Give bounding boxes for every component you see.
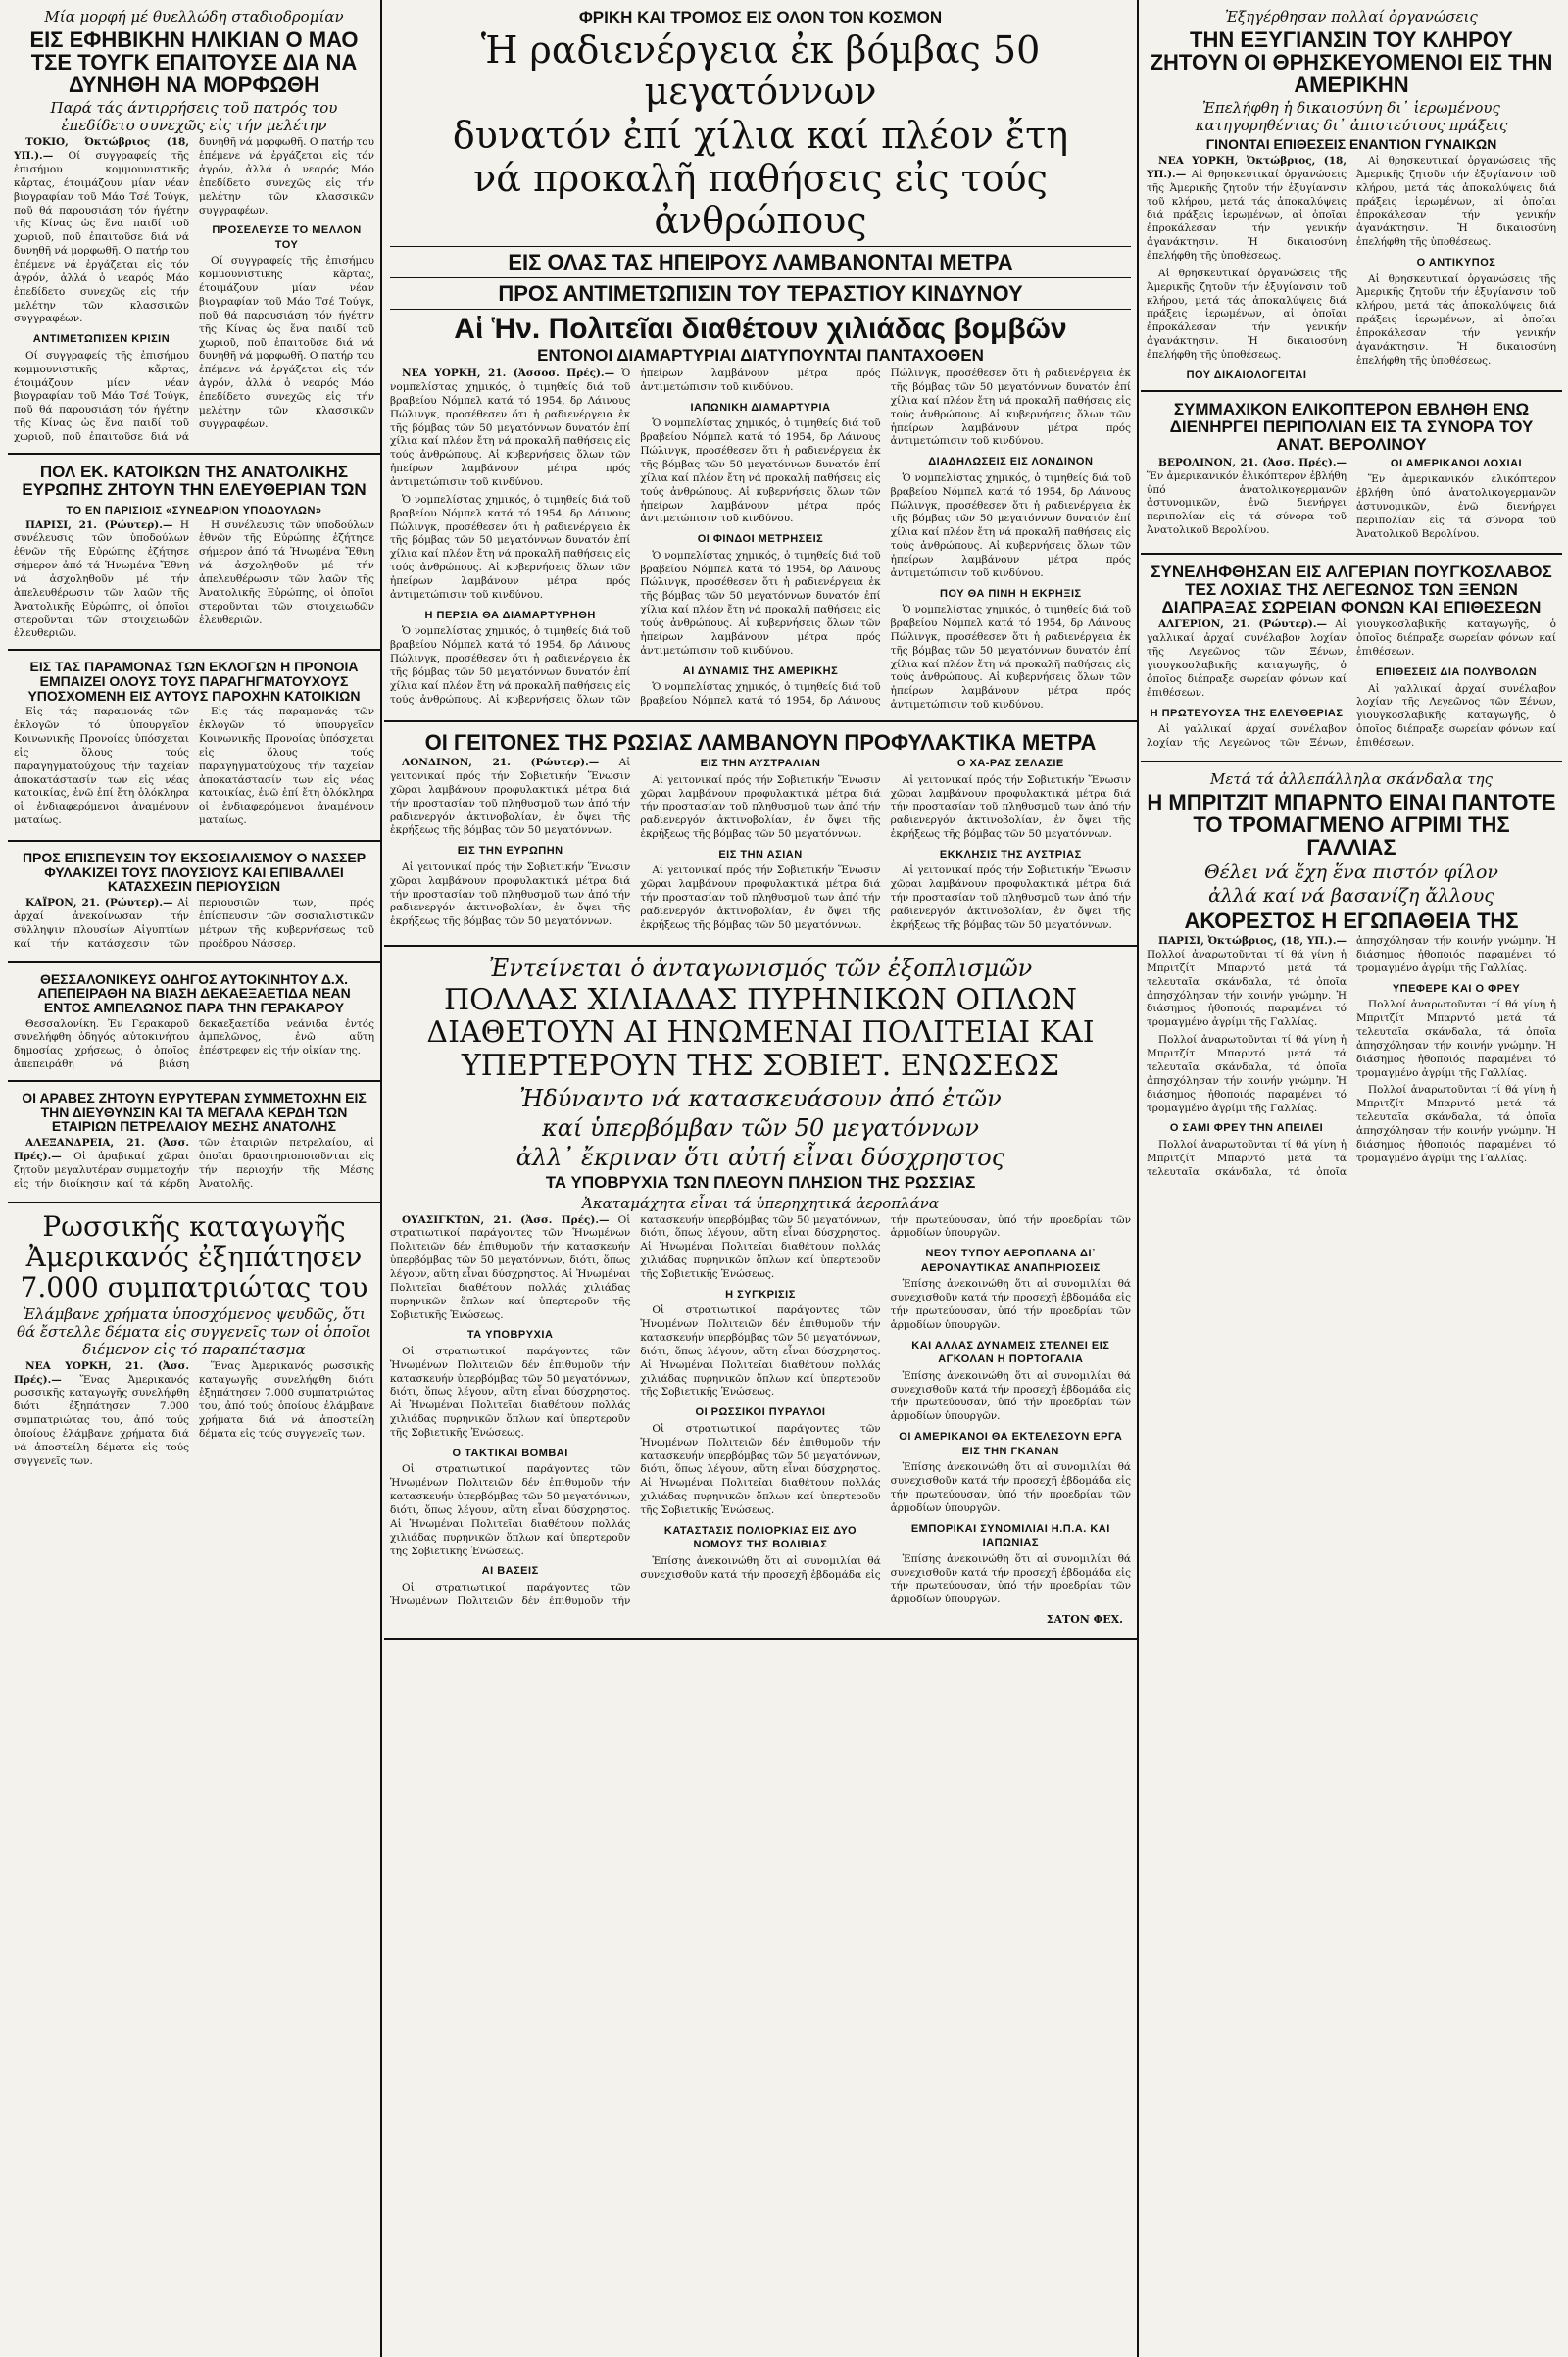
spy-text-2: Ἕνας Ἀμερικανός ρωσσικῆς καταγωγῆς συνελήφθη διότι ἐξηπάτησεν 7.000 συμπατριώτας του, ἀπό τούς ὁποίους ἐλάμβανε χρήματα διά νά ἀποστείλη δέματα εἰς τούς συγγενεῖς των. (199, 1359, 374, 1440)
arms-article (384, 947, 1137, 1640)
neighbors-text-2: Αἱ γειτονικαί πρός τήν Σοβιετικήν Ἕνωσιν χῶραι λαμβάνουν προφυλακτικά μέτρα διά τήν προστασίαν τοῦ πληθυσμοῦ των ἀπό τήν ραδιενεργόν ἀκτινοβολίαν, ἐν ὄψει τῆς ἐκρήξεως τῆς βόμβας τῶν 50 μεγατόννων. (390, 860, 631, 928)
elections-text: Εἰς τάς παραμονάς τῶν ἐκλογῶν τό ὑπουργεῖον Κοινωνικῆς Προνοίας ὑπόσχεται εἰς ὅλους τούς παραγηγματούχους τήν ταχείαν ἀποκατάστασίν των εἰς νέας κατοικίας, ἐνῶ ἐπί ἔτη ὁλόκληρα οἱ ἐνδιαφερόμενοι ἀναμένουν ματαίως. (14, 706, 189, 827)
brief-aircraft: ΝΕΟΥ ΤΥΠΟΥ ΑΕΡΟΠΛΑΝΑ ΔΙ᾽ ΑΕΡΟΝΑΥΤΙΚΑΣ ΑΝΑΠΗΡΙΟΣΕΙΣ (920, 1248, 1101, 1274)
mao-text: Οί συγγραφείς τῆς ἐπισήμου κομμουνιστικῆς κἄρτας, έτοιμάζουν μίαν νέαν βιογραφίαν τοῦ Μάο Τσέ Τούγκ, ποῦ θά παρουσιάση τόν ήγέτην τῆς Κίνας ὡς ἕνα παιδί τοῦ χωριοῦ, ποῦ ἐπαιτοῦσε διά νά δυνηθῆ νά μορφωθῆ. Ο πατήρ του ἐπέμενε νά ἐργάζεται εἰς τόν ἀγρόν, ἀλλά ὁ νεαρός Μάο ἐπεδίδετο συνεχῶς εἰς τήν μελέτην τῶν κλασσικῶν συγγραφέων. (14, 150, 189, 325)
bomb-text-3: Ὁ νομπελίστας χημικός, ὁ τιμηθείς διά τοῦ βραβείου Νόμπελ κατά τό 1954, δρ Λάινους Πώλινγκ, προσέθεσεν ὅτι ἡ ραδιενέργεια ἐκ τῆς βόμβας τῶν 50 μεγατόννων δυνατόν ἐπί χίλια καί πλέον ἔτη νά προκαλῆ παθήσεις εἰς τούς ἀνθρώπους. Αἱ κυβερνήσεις ὅλων τῶν ἠπείρων λαμβάνουν μέτρα πρός ἀντιμετώπισιν τοῦ κινδύνου. (390, 368, 881, 706)
legion-headline: ΣΥΝΕΛΗΦΘΗΣΑΝ ΕΙΣ ΑΛΓΕΡΙΑΝ ΠΟΥΓΚΟΣΛΑΒΟΣ ΤΕΣ ΛΟΧΙΑΣ ΤΗΣ ΛΕΓΕΩΝΟΣ ΤΩΝ ΞΕΝΩΝ ΔΙΑΠΡΑΞΑΣ ΣΩΡΕΙΑΝ ΦΟΝΩΝ ΚΑΙ ΕΠΙΘΕΣΕΩΝ (1151, 562, 1552, 616)
legion-text-2: Αἱ γαλλικαί ἀρχαί συνέλαβον λοχίαν τῆς Λεγεῶνος τῶν Ξένων, γιουγκοσλαβικῆς καταγωγῆς, ὁ ὁποῖος διέπραξε σωρείαν φόνων καί ἐπιθέσεων. (1147, 618, 1556, 749)
mao-text-2: Οί συγγραφείς τῆς ἐπισήμου κομμουνιστικῆς κἄρτας, έτοιμάζουν μίαν νέαν βιογραφίαν τοῦ Μάο Τσέ Τούγκ, ποῦ θά παρουσιάση τόν ήγέτην τῆς Κίνας ὡς ἕνα παιδί τοῦ χωριοῦ, ποῦ ἐπαιτοῦσε διά νά δυνηθῆ νά μορφωθῆ. Ο πατήρ του ἐπέμενε νά ἐργάζεται εἰς τόν ἀγρόν, ἀλλά ὁ νεαρός Μάο ἐπεδίδετο συνεχῶς εἰς τήν μελέτην τῶν κλασσικῶν συγγραφέων. (14, 136, 374, 443)
elections-headline: ΕΙΣ ΤΑΣ ΠΑΡΑΜΟΝΑΣ ΤΩΝ ΕΚΛΟΓΩΝ Η ΠΡΟΝΟΙΑ ΕΜΠΑΙΖΕΙ ΟΛΟΥΣ ΤΟΥΣ ΠΑΡΑΓΗΓΜΑΤΟΥΧΟΥΣ ΥΠΟΣΧΟΜΕΝΗ ΕΙΣ ΑΥΤΟΥΣ ΠΑΡΟΧΗΝ ΚΑΤΟΙΚΙΩΝ (27, 659, 361, 704)
bomb-kicker: ΦΡΙΚΗ ΚΑΙ ΤΡΟΜΟΣ ΕΙΣ ΟΛΟΝ ΤΟΝ ΚΟΣΜΟΝ (578, 8, 943, 26)
arms-sub-4: Η ΣΥΓΚΡΙΣΙΣ (725, 1288, 796, 1301)
heli-text: Ἕν ἀμερικανικόν ἐλικόπτερον ἐβλήθη ὑπό ἀνατολικογερμανῶν ἀστυνομικῶν, ἐνῶ διενήργει περιπολίαν εἰς τά σύνορα τοῦ Ἀνατολικοῦ Βερολίνου. (1147, 469, 1347, 537)
driver-text: Θεσσαλονίκη. Ἐν Γερακαροῦ συνελήφθη ὁδηγός αὐτοκινήτου δημοσίας χρήσεως, ὁ ὁποῖος ἀπεπειράθη νά βιάση δεκαεξαετίδα νεάνιδα ἐντός ἀμπελῶνος, ἐνῶ αὕτη ἐπέστρεφεν εἰς τήν οἰκίαν της. (14, 1017, 374, 1071)
brief-text-2: Ἐπίσης ἀνεκοινώθη ὅτι αἱ συνομιλίαι θά συνεχισθοῦν κατά τήν προσεχῆ ἑβδομάδα εἰς τήν πρωτεύουσαν, ὑπό τήν προεδρίαν τῶν ἁρμοδίων ὑπουργῶν. (890, 1278, 1131, 1331)
exiles-headline: ΠΟΛ ΕΚ. ΚΑΤΟΙΚΩΝ ΤΗΣ ΑΝΑΤΟΛΙΚΗΣ ΕΥΡΩΠΗΣ ΖΗΤΟΥΝ ΤΗΝ ΕΛΕΥΘΕΡΙΑΝ ΤΩΝ (22, 462, 367, 499)
legion-body (1147, 618, 1556, 752)
legion-dateline: ΑΛΓΕΡΙΟΝ, 21. (Ρώυτερ).— (1158, 618, 1328, 631)
mao-article (8, 0, 380, 455)
clergy-deck: Ἐπελήφθη ἡ δικαιοσύνη δι᾽ ἱερωμένους κατηγορηθέντας δι᾽ ἀπιστεύτους πράξεις (1195, 99, 1508, 135)
arabs-article (8, 1082, 380, 1203)
mao-body (14, 136, 374, 445)
arms-text: Οἱ στρατιωτικοί παράγοντες τῶν Ἡνωμένων Πολιτειῶν δέν ἐπιθυμοῦν τήν κατασκευήν ὑπερβόμβας τῶν 50 μεγατόννων, διότι, ὅπως λέγουν, αὕτη εἶναι δύσχρηστος. Αἱ Ἡνωμέναι Πολιτεῖαι διαθέτουν πολλάς χιλιάδας πυρηνικῶν ὅπλων καί ὑπερτεροῦν τῆς Σοβιετικῆς Ἑνώσεως. (390, 1213, 631, 1321)
neighbors-text-6: Αἱ γειτονικαί πρός τήν Σοβιετικήν Ἕνωσιν χῶραι λαμβάνουν προφυλακτικά μέτρα διά τήν προστασίαν τοῦ πληθυσμοῦ των ἀπό τήν ραδιενεργόν ἀκτινοβολίαν, ἐν ὄψει τῆς ἐκρήξεως τῆς βόμβας τῶν 50 μεγατόννων. (890, 864, 1131, 931)
bardot-deck-1: Θέλει νά ἔχη ἕνα πιστόν φίλον (1204, 861, 1498, 884)
exiles-text: Η συνέλευσις τῶν ὑποδούλων ἐθνῶν τῆς Εὐρώπης ἐζήτησε σήμερον ἀπό τά Ἡνωμένα Ἔθνη νά ἀσχοληθοῦν μέ τήν ἀπελευθέρωσιν τῶν λαῶν τῆς Ἀνατολικῆς Εὐρώπης, οἱ ὁποῖοι στεροῦνται τῶν στοιχειωδῶν ἐλευθεριῶν. (14, 518, 189, 640)
driver-headline: ΘΕΣΣΑΛΟΝΙΚΕΥΣ ΟΔΗΓΟΣ ΑΥΤΟΚΙΝΗΤΟΥ Δ.Χ. ΑΠΕΠΕΙΡΑΘΗ ΝΑ ΒΙΑΣΗ ΔΕΚΑΕΞΑΕΤΙΔΑ ΝΕΑΝ ΕΝΤΟΣ ΑΜΠΕΛΩΝΟΣ ΠΑΡΑ ΤΗΝ ΓΕΡΑΚΑΡΟΥ (37, 970, 351, 1015)
arms-sub-1: ΤΑ ΥΠΟΒΡΥΧΙΑ (466, 1329, 554, 1342)
brief-text-1: Ἐπίσης ἀνεκοινώθη ὅτι αἱ συνομιλίαι θά συνεχισθοῦν κατά τήν προσεχῆ ἑβδομάδα εἰς τήν πρωτεύουσαν, ὑπό τήν προεδρίαν τῶν ἁρμοδίων ὑπουργῶν. (640, 1213, 1131, 1581)
exiles-sub: ΤΟ ΕΝ ΠΑΡΙΣΙΟΙΣ «ΣΥΝΕΔΡΙΟΝ ΥΠΟΔΟΥΛΩΝ» (66, 504, 322, 516)
exiles-dateline: ΠΑΡΙΣΙ, 21. (Ρώυτερ).— (25, 518, 173, 531)
arms-kicker: Ἐντείνεται ὁ ἀνταγωνισμός τῶν ἐξοπλισμῶν (488, 954, 1033, 982)
bardot-text: Πολλοί ἀναρωτοῦνται τί θά γίνη ἡ Μπριτζίτ Μπαρντό μετά τά τελευταῖα σκάνδαλα, τά ὁποῖα ἀπησχόλησαν τήν κοινήν γνώμην. Ἡ διάσημος ἠθοποιός παραμένει τό τρομαγμένο ἀγρίμι τῆς Γαλλίας. (1147, 949, 1347, 1029)
mao-sub-crisis: ΑΝΤΙΜΕΤΩΠΙΣΕΝ ΚΡΙΣΙΝ (32, 333, 171, 346)
arms-text-2: Οἱ στρατιωτικοί παράγοντες τῶν Ἡνωμένων Πολιτειῶν δέν ἐπιθυμοῦν τήν κατασκευήν ὑπερβόμβας τῶν 50 μεγατόννων, διότι, ὅπως λέγουν, αὕτη εἶναι δύσχρηστος. Αἱ Ἡνωμέναι Πολιτεῖαι διαθέτουν πολλάς χιλιάδας πυρηνικῶν ὅπλων καί ὑπερτεροῦν τῆς Σοβιετικῆς Ἑνώσεως. (390, 1345, 631, 1440)
heli-dateline: ΒΕΡΟΛΙΝΟΝ, 21. (Ἀσσ. Πρές).— (1158, 456, 1347, 468)
bardot-headline: Η ΜΠΡΙΤΖΙΤ ΜΠΑΡΝΤΟ ΕΙΝΑΙ ΠΑΝΤΟΤΕ ΤΟ ΤΡΟΜΑΓΜΕΝΟ ΑΓΡΙΜΙ ΤΗΣ ΓΑΛΛΙΑΣ (1147, 789, 1556, 859)
heli-body (1147, 457, 1556, 545)
brief-ghana: ΟΙ ΑΜΕΡΙΚΑΝΟΙ ΘΑ ΕΚΤΕΛΕΣΟΥΝ ΕΡΓΑ ΕΙΣ ΤΗΝ ΓΚΑΝΑΝ (899, 1431, 1123, 1457)
spy-headline: Ρωσσικῆς καταγωγῆς Ἀμερικανός ἐξηπάτησεν 7.000 συμπατριώτας του (20, 1209, 368, 1304)
legion-article (1141, 555, 1562, 762)
bomb-head-2: ΕΙΣ ΟΛΑΣ ΤΑΣ ΗΠΕΙΡΟΥΣ ΛΑΜΒΑΝΟΝΤΑΙ ΜΕΤΡΑ (508, 249, 1013, 274)
brief-bolivia: ΚΑΤΑΣΤΑΣΙΣ ΠΟΛΙΟΡΚΙΑΣ ΕΙΣ ΔΥΟ ΝΟΜΟΥΣ ΤΗΣ ΒΟΛΙΒΙΑΣ (663, 1524, 858, 1551)
bomb-sub-3: ΟΙ ΦΙΝΔΟΙ ΜΕΤΡΗΣΕΙΣ (697, 533, 824, 546)
nasser-text: Αἱ ἀρχαί ἀνεκοίνωσαν τήν σύλληψιν πλουσίων Αἰγυπτίων καί τήν κατάσχεσιν τῶν περιουσιῶν των, πρός ἐπίσπευσιν τῶν σοσιαλιστικῶν μέτρων τῆς κυβερνήσεως τοῦ προέδρου Νάσσερ. (14, 897, 374, 950)
brief-japan: ΕΜΠΟΡΙΚΑΙ ΣΥΝΟΜΙΛΙΑΙ Η.Π.Α. ΚΑΙ ΙΑΠΩΝΙΑΣ (910, 1522, 1110, 1549)
arabs-dateline: ΑΛΕΞΑΝΔΡΕΙΑ, 21. (Ἀσσ. Πρές).— (14, 1137, 189, 1162)
bomb-sub-6: ΠΟΥ ΘΑ ΠΙΝΗ Η ΕΚΡΗΞΙΣ (940, 587, 1082, 600)
bardot-body (1147, 935, 1556, 1179)
neighbors-article (384, 722, 1137, 947)
bardot-article (1141, 762, 1562, 1188)
bomb-headline-3: νά προκαλῆ παθήσεις εἰς τούς ἀνθρώπους (473, 157, 1048, 243)
arms-deck-3: ἀλλ᾽ ἔκριναν ὅτι αὐτή εἶναι δύσχρηστος (515, 1143, 1005, 1171)
clergy-headline: ΤΗΝ ΕΞΥΓΙΑΝΣΙΝ ΤΟΥ ΚΛΗΡΟΥ ΖΗΤΟΥΝ ΟΙ ΘΡΗΣΚΕΥΟΜΕΝΟΙ ΕΙΣ ΤΗΝ ΑΜΕΡΙΚΗΝ (1150, 27, 1553, 98)
bomb-text-6: Ὁ νομπελίστας χημικός, ὁ τιμηθείς διά τοῦ βραβείου Νόμπελ κατά τό 1954, δρ Λάινους Πώλινγκ, προσέθεσεν ὅτι ἡ ραδιενέργεια ἐκ τῆς βόμβας τῶν 50 μεγατόννων δυνατόν ἐπί χίλια καί πλέον ἔτη νά προκαλῆ παθήσεις εἰς τούς ἀνθρώπους. Αἱ κυβερνήσεις ὅλων τῶν ἠπείρων λαμβάνουν μέτρα πρός ἀντιμετώπισιν τοῦ κινδύνου. (640, 368, 1131, 707)
arms-text-4: Οἱ στρατιωτικοί παράγοντες τῶν Ἡνωμένων Πολιτειῶν δέν ἐπιθυμοῦν τήν κατασκευήν ὑπερβόμβας τῶν 50 μεγατόννων, διότι, ὅπως λέγουν, αὕτη εἶναι δύσχρηστος. Αἱ Ἡνωμέναι Πολιτεῖαι διαθέτουν πολλάς χιλιάδας πυρηνικῶν ὅπλων καί ὑπερτεροῦν τῆς Σοβιετικῆς Ἑνώσεως. (390, 1213, 881, 1607)
neighbors-text-5: Αἱ γειτονικαί πρός τήν Σοβιετικήν Ἕνωσιν χῶραι λαμβάνουν προφυλακτικά μέτρα διά τήν προστασίαν τοῦ πληθυσμοῦ των ἀπό τήν ραδιενεργόν ἀκτινοβολίαν, ἐν ὄψει τῆς ἐκρήξεως τῆς βόμβας τῶν 50 μεγατόννων. (890, 773, 1131, 841)
bomb-sub-1: Η ΠΕΡΣΙΑ ΘΑ ΔΙΑΜΑΡΤΥΡΗΘΗ (424, 609, 596, 621)
bomb-body (390, 368, 1131, 712)
arms-headline: ΠΟΛΛΑΣ ΧΙΛΙΑΔΑΣ ΠΥΡΗΝΙΚΩΝ ΟΠΛΩΝ ΔΙΑΘΕΤΟΥΝ ΑΙ ΗΝΩΜΕΝΑΙ ΠΟΛΙΤΕΙΑΙ ΚΑΙ ΥΠΕΡΤΕΡΟΥΝ ΤΗΣ ΣΟΒΙΕΤ. ΕΝΩΣΕΩΣ (426, 982, 1095, 1084)
mao-sub-future: ΠΡΟΣΕΛΕΥΣΕ ΤΟ ΜΕΛΛΟΝ ΤΟΥ (212, 224, 362, 251)
arms-text-6: Οἱ στρατιωτικοί παράγοντες τῶν Ἡνωμένων Πολιτειῶν δέν ἐπιθυμοῦν τήν κατασκευήν ὑπερβόμβας τῶν 50 μεγατόννων, διότι, ὅπως λέγουν, αὕτη εἶναι δύσχρηστος. Αἱ Ἡνωμέναι Πολιτεῖαι διαθέτουν πολλάς χιλιάδας πυρηνικῶν ὅπλων καί ὑπερτεροῦν τῆς Σοβιετικῆς Ἑνώσεως. (640, 1422, 881, 1517)
arms-sub-2: Ο ΤΑΚΤΙΚΑΙ ΒΟΜΒΑΙ (452, 1447, 568, 1459)
arms-body (390, 1214, 1131, 1609)
arms-deck-1: Ἠδύναντο νά κατασκευάσουν ἀπό ἐτῶν (519, 1084, 1002, 1112)
brief-text-5: Ἐπίσης ἀνεκοινώθη ὅτι αἱ συνομιλίαι θά συνεχισθοῦν κατά τήν προσεχῆ ἑβδομάδα εἰς τήν πρωτεύουσαν, ὑπό τήν προεδρίαν τῶν ἁρμοδίων ὑπουργῶν. (890, 1552, 1131, 1606)
bardot-sub-2: ΥΠΕΦΕΡΕ ΚΑΙ Ο ΦΡΕΥ (1392, 982, 1521, 995)
spy-article (8, 1203, 380, 1477)
arms-sub-5: ΟΙ ΡΩΣΣΙΚΟΙ ΠΥΡΑΥΛΟΙ (695, 1406, 826, 1419)
nasser-body (14, 897, 374, 953)
bomb-head-4: Αἱ Ἡν. Πολιτεῖαι διαθέτουν χιλιάδας βομβῶν (454, 312, 1067, 345)
footer-signature: ΣΑΤΟΝ ΦΕΧ. (1046, 1612, 1123, 1626)
clergy-dateline: ΝΕΑ ΥΟΡΚΗ, Ὀκτώβριος, (18, ΥΠ.).— (1147, 154, 1347, 180)
clergy-text-2: Αἱ θρησκευτικαί ὀργανώσεις τῆς Ἀμερικῆς ζητοῦν τήν ἐξυγίανσιν τοῦ κλήρου, μετά τάς ἀποκαλύψεις διά πράξεις ἱερωμένων, αἱ ὁποῖαι ἐπροκάλεσαν τήν γενικήν ἀγανάκτησιν. Ἡ δικαιοσύνη ἐπελήφθη τῆς ὑποθέσεως. (1147, 267, 1347, 361)
exiles-body (14, 519, 374, 642)
spy-dateline: ΝΕΑ ΥΟΡΚΗ, 21. (Ἀσσ. Πρές).— (14, 1359, 189, 1386)
neighbors-sub-4: Ο ΧΑ-ΡΑΣ ΣΕΛΑΣΙΕ (956, 758, 1064, 770)
clergy-article (1141, 0, 1562, 392)
bomb-head-3: ΠΡΟΣ ΑΝΤΙΜΕΤΩΠΙΣΙΝ ΤΟΥ ΤΕΡΑΣΤΙΟΥ ΚΙΝΔΥΝΟΥ (498, 280, 1023, 306)
elections-body (14, 706, 374, 832)
heli-text-2: Ἕν ἀμερικανικόν ἐλικόπτερον ἐβλήθη ὑπό ἀνατολικογερμανῶν ἀστυνομικῶν, ἐνῶ διενήργει περιπολίαν εἰς τά σύνορα τοῦ Ἀνατολικοῦ Βερολίνου. (1356, 473, 1556, 540)
bomb-head-5: ΕΝΤΟΝΟΙ ΔΙΑΜΑΡΤΥΡΙΑΙ ΔΙΑΤΥΠΟΥΝΤΑΙ ΠΑΝΤΑΧΟΘΕΝ (537, 346, 984, 366)
neighbors-text-3: Αἱ γειτονικαί πρός τήν Σοβιετικήν Ἕνωσιν χῶραι λαμβάνουν προφυλακτικά μέτρα διά τήν προστασίαν τοῦ πληθυσμοῦ των ἀπό τήν ραδιενεργόν ἀκτινοβολίαν, ἐν ὄψει τῆς ἐκρήξεως τῆς βόμβας τῶν 50 μεγατόννων. (640, 773, 881, 841)
exiles-article (8, 455, 380, 651)
elections-text-2: Εἰς τάς παραμονάς τῶν ἐκλογῶν τό ὑπουργεῖον Κοινωνικῆς Προνοίας ὑπόσχεται εἰς ὅλους τούς παραγηγματούχους τήν ταχείαν ἀποκατάστασίν των εἰς νέας κατοικίας, ἐνῶ ἐπί ἔτη ὁλόκληρα οἱ ἐνδιαφερόμενοι ἀναμένουν ματαίως. (199, 706, 374, 827)
brief-text-3: Ἐπίσης ἀνεκοινώθη ὅτι αἱ συνομιλίαι θά συνεχισθοῦν κατά τήν προσεχῆ ἑβδομάδα εἰς τήν πρωτεύουσαν, ὑπό τήν προεδρίαν τῶν ἁρμοδίων ὑπουργῶν. (890, 1369, 1131, 1423)
brief-angola: ΚΑΙ ΑΛΛΑΣ ΔΥΝΑΜΕΙΣ ΣΤΕΛΝΕΙ ΕΙΣ ΑΓΚΟΛΑΝ Η ΠΟΡΤΟΓΑΛΙΑ (911, 1339, 1110, 1366)
divider (390, 246, 1131, 247)
bardot-text-3: Πολλοί ἀναρωτοῦνται τί θά γίνη ἡ Μπριτζίτ Μπαρντό μετά τά τελευταῖα σκάνδαλα, τά ὁποῖα ἀπησχόλησαν τήν κοινήν γνώμην. Ἡ διάσημος ἠθοποιός παραμένει τό τρομαγμένο ἀγρίμι τῆς Γαλλίας. (1147, 935, 1556, 1178)
arabs-body (14, 1137, 374, 1193)
bardot-deck-2: ἀλλά καί νά βασανίζη ἄλλους (1208, 885, 1494, 908)
bardot-head-2: ΑΚΟΡΕΣΤΟΣ Η ΕΓΩΠΑΘΕΙΑ ΤΗΣ (1184, 908, 1519, 934)
legion-sub-2: ΕΠΙΘΕΣΕΙΣ ΔΙΑ ΠΟΛΥΒΟΛΩΝ (1375, 666, 1538, 678)
heli-headline: ΣΥΜΜΑΧΙΚΟΝ ΕΛΙΚΟΠΤΕΡΟΝ ΕΒΛΗΘΗ ΕΝΩ ΔΙΕΝΗΡΓΕΙ ΠΕΡΙΠΟΛΙΑΝ ΕΙΣ ΤΑ ΣΥΝΟΡΑ ΤΟΥ ΑΝΑΤ. ΒΕΡΟΛΙΝΟΥ (1169, 400, 1534, 455)
bomb-dateline: ΝΕΑ ΥΟΡΚΗ, 21. (Ἀσσοσ. Πρές).— (402, 368, 615, 380)
bomb-text-2: Ὁ νομπελίστας χημικός, ὁ τιμηθείς διά τοῦ βραβείου Νόμπελ κατά τό 1954, δρ Λάινους Πώλινγκ, προσέθεσεν ὅτι ἡ ραδιενέργεια ἐκ τῆς βόμβας τῶν 50 μεγατόννων δυνατόν ἐπί χίλια καί πλέον ἔτη νά προκαλῆ παθήσεις εἰς τούς ἀνθρώπους. Αἱ κυβερνήσεις ὅλων τῶν ἠπείρων λαμβάνουν μέτρα πρός ἀντιμετώπισιν τοῦ κινδύνου. (390, 493, 631, 601)
arms-deck-4: Ἀκαταμάχητα εἶναι τά ὑπερηχητικά ἀεροπλάνα (582, 1194, 939, 1212)
arms-head-2: ΤΑ ΥΠΟΒΡΥΧΙΑ ΤΩΝ ΠΛΕΟΥΝ ΠΛΗΣΙΟΝ ΤΗΣ ΡΩΣΣΙΑΣ (545, 1172, 976, 1192)
exiles-text-2: Η συνέλευσις τῶν ὑποδούλων ἐθνῶν τῆς Εὐρώπης ἐζήτησε σήμερον ἀπό τά Ἡνωμένα Ἔθνη νά ἀσχοληθοῦν μέ τήν ἀπελευθέρωσιν τῶν λαῶν τῆς Ἀνατολικῆς Εὐρώπης, οἱ ὁποῖοι στεροῦνται τῶν στοιχειωδῶν ἐλευθεριῶν. (199, 518, 374, 626)
spy-body (14, 1360, 374, 1469)
mao-text-3: Οί συγγραφείς τῆς ἐπισήμου κομμουνιστικῆς κἄρτας, έτοιμάζουν μίαν νέαν βιογραφίαν τοῦ Μάο Τσέ Τούγκ, ποῦ θά παρουσιάση τόν ήγέτην τῆς Κίνας ὡς ἕνα παιδί τοῦ χωριοῦ, ποῦ ἐπαιτοῦσε διά νά δυνηθῆ νά μορφωθῆ. Ο πατήρ του ἐπέμενε νά ἐργάζεται εἰς τόν ἀγρόν, ἀλλά ὁ νεαρός Μάο ἐπεδίδετο συνεχῶς εἰς τήν μελέτην τῶν κλασσικῶν συγγραφέων. (199, 255, 374, 430)
neighbors-sub-3: ΕΙΣ ΤΗΝ ΑΣΙΑΝ (718, 848, 803, 860)
arms-deck-2: καί ὑπερβόμβαν τῶν 50 μεγατόννων (542, 1113, 979, 1142)
neighbors-text: Αἱ γειτονικαί πρός τήν Σοβιετικήν Ἕνωσιν χῶραι λαμβάνουν προφυλακτικά μέτρα διά τήν προστασίαν τοῦ πληθυσμοῦ των ἀπό τήν ραδιενεργόν ἀκτινοβολίαν, ἐν ὄψει τῆς ἐκρήξεως τῆς βόμβας τῶν 50 μεγατόννων. (390, 757, 631, 837)
brief-text-4: Ἐπίσης ἀνεκοινώθη ὅτι αἱ συνομιλίαι θά συνεχισθοῦν κατά τήν προσεχῆ ἑβδομάδα εἰς τήν πρωτεύουσαν, ὑπό τήν προεδρίαν τῶν ἁρμοδίων ὑπουργῶν. (890, 1461, 1131, 1514)
bomb-text: Ὁ νομπελίστας χημικός, ὁ τιμηθείς διά τοῦ βραβείου Νόμπελ κατά τό 1954, δρ Λάινους Πώλινγκ, προσέθεσεν ὅτι ἡ ραδιενέργεια ἐκ τῆς βόμβας τῶν 50 μεγατόννων δυνατόν ἐπί χίλια καί πλέον ἔτη νά προκαλῆ παθήσεις εἰς τούς ἀνθρώπους. Αἱ κυβερνήσεις ὅλων τῶν ἠπείρων λαμβάνουν μέτρα πρός ἀντιμετώπισιν τοῦ κινδύνου. (390, 368, 631, 488)
neighbors-headline: ΟΙ ΓΕΙΤΟΝΕΣ ΤΗΣ ΡΩΣΙΑΣ ΛΑΜΒΑΝΟΥΝ ΠΡΟΦΥΛΑΚΤΙΚΑ ΜΕΤΡΑ (424, 730, 1097, 756)
clergy-body (1147, 155, 1556, 382)
nasser-article (8, 842, 380, 963)
legion-text: Αἱ γαλλικαί ἀρχαί συνέλαβον λοχίαν τῆς Λεγεῶνος τῶν Ξένων, γιουγκοσλαβικῆς καταγωγῆς, ὁ ὁποῖος διέπραξε σωρείαν φόνων καί ἐπιθέσεων. (1147, 618, 1347, 699)
clergy-text-3: Αἱ θρησκευτικαί ὀργανώσεις τῆς Ἀμερικῆς ζητοῦν τήν ἐξυγίανσιν τοῦ κλήρου, μετά τάς ἀποκαλύψεις διά πράξεις ἱερωμένων, αἱ ὁποῖαι ἐπροκάλεσαν τήν γενικήν ἀγανάκτησιν. Ἡ δικαιοσύνη ἐπελήφθη τῆς ὑποθέσεως. (1356, 154, 1556, 249)
elections-article (8, 651, 380, 842)
bomb-headline-2: δυνατόν ἐπί χίλια καί πλέον ἔτη (452, 113, 1069, 157)
driver-article (8, 963, 380, 1083)
arabs-text: Οἱ ἀραβικαί χῶραι ζητοῦν μεγαλυτέραν συμμετοχήν εἰς τήν διοίκησιν καί τά κέρδη τῶν ἐταιριῶν πετρελαίου, αἱ ὁποῖαι δραστηριοποιοῦνται εἰς τήν περιοχήν τῆς Μέσης Ἀνατολῆς. (14, 1137, 374, 1190)
mao-dateline: ΤΟΚΙΟ, Όκτώβριος (18, ΥΠ.).— (14, 136, 189, 163)
spy-text: Ἕνας Ἀμερικανός ρωσσικῆς καταγωγῆς συνελήφθη διότι ἐξηπάτησεν 7.000 συμπατριώτας του, ἀπό τούς ὁποίους ἐλάμβανε χρήματα διά νά ἀποστείλη δέματα εἰς τούς συγγενεῖς των. (14, 1373, 189, 1467)
legion-sub-1: Η ΠΡΩΤΕΥΟΥΣΑ ΤΗΣ ΕΛΕΥΘΕΡΙΑΣ (1150, 707, 1344, 719)
mao-deck: Παρά τάς άντιρρήσεις τοῦ πατρός του ἐπεδίδετο συνεχῶς εἰς τήν μελέτην (50, 99, 338, 135)
neighbors-body (390, 757, 1131, 937)
legion-text-3: Αἱ γαλλικαί ἀρχαί συνέλαβον λοχίαν τῆς Λεγεῶνος τῶν Ξένων, γιουγκοσλαβικῆς καταγωγῆς, ὁ ὁποῖος διέπραξε σωρείαν φόνων καί ἐπιθέσεων. (1356, 682, 1556, 749)
arms-text-5: Οἱ στρατιωτικοί παράγοντες τῶν Ἡνωμένων Πολιτειῶν δέν ἐπιθυμοῦν τήν κατασκευήν ὑπερβόμβας τῶν 50 μεγατόννων, διότι, ὅπως λέγουν, αὕτη εἶναι δύσχρηστος. Αἱ Ἡνωμέναι Πολιτεῖαι διαθέτουν πολλάς χιλιάδας πυρηνικῶν ὅπλων καί ὑπερτεροῦν τῆς Σοβιετικῆς Ἑνώσεως. (640, 1304, 881, 1399)
right-column (1141, 0, 1562, 2357)
mao-headline: ΕΙΣ ΕΦΗΒΙΚΗΝ ΗΛΙΚΙΑΝ Ο ΜΑΟ ΤΣΕ ΤΟΥΓΚ ΕΠΑΙΤΟΥΣΕ ΔΙΑ ΝΑ ΔΥΝΗΘΗ ΝΑ ΜΟΡΦΩΘΗ (29, 27, 359, 98)
bomb-sub-4: ΑΙ ΔΥΝΑΜΙΣ ΤΗΣ ΑΜΕΡΙΚΗΣ (682, 664, 839, 677)
driver-body (14, 1018, 374, 1072)
neighbors-dateline: ΛΟΝΔΙΝΟΝ, 21. (Ρώυτερ).— (402, 757, 600, 769)
bardot-sub-1: Ο ΣΑΜΙ ΦΡΕΥ ΤΗΝ ΑΠΕΙΛΕΙ (1169, 1122, 1324, 1135)
heli-article (1141, 392, 1562, 555)
bardot-text-2: Πολλοί ἀναρωτοῦνται τί θά γίνη ἡ Μπριτζίτ Μπαρντό μετά τά τελευταῖα σκάνδαλα, τά ὁποῖα ἀπησχόλησαν τήν κοινήν γνώμην. Ἡ διάσημος ἠθοποιός παραμένει τό τρομαγμένο ἀγρίμι τῆς Γαλλίας. (1147, 1034, 1347, 1114)
divider (390, 277, 1131, 278)
arabs-headline: ΟΙ ΑΡΑΒΕΣ ΖΗΤΟΥΝ ΕΥΡΥΤΕΡΑΝ ΣΥΜΜΕΤΟΧΗΝ ΕΙΣ ΤΗΝ ΔΙΕΥΘΥΝΣΙΝ ΚΑΙ ΤΑ ΜΕΓΑΛΑ ΚΕΡΔΗ ΤΩΝ ΕΤΑΙΡΙΩΝ ΠΕΤΡΕΛΑΙΟΥ ΜΕΣΗΣ ΑΝΑΤΟΛΗΣ (22, 1090, 367, 1135)
bardot-dateline: ΠΑΡΙΣΙ, Ὀκτώβριος, (18, ΥΠ.).— (1158, 935, 1347, 948)
bomb-text-4: Ὁ νομπελίστας χημικός, ὁ τιμηθείς διά τοῦ βραβείου Νόμπελ κατά τό 1954, δρ Λάινους Πώλινγκ, προσέθεσεν ὅτι ἡ ραδιενέργεια ἐκ τῆς βόμβας τῶν 50 μεγατόννων δυνατόν ἐπί χίλια καί πλέον ἔτη νά προκαλῆ παθήσεις εἰς τούς ἀνθρώπους. Αἱ κυβερνήσεις ὅλων τῶν ἠπείρων λαμβάνουν μέτρα πρός ἀντιμετώπισιν τοῦ κινδύνου. (640, 417, 881, 525)
clergy-text: Αἱ θρησκευτικαί ὀργανώσεις τῆς Ἀμερικῆς ζητοῦν τήν ἐξυγίανσιν τοῦ κλήρου, μετά τάς ἀποκαλύψεις διά πράξεις ἱερωμένων, αἱ ὁποῖαι ἐπροκάλεσαν τήν γενικήν ἀγανάκτησιν. Ἡ δικαιοσύνη ἐπελήφθη τῆς ὑποθέσεως. (1147, 168, 1347, 262)
clergy-head-2: ΓΙΝΟΝΤΑΙ ΕΠΙΘΕΣΕΙΣ ΕΝΑΝΤΙΟΝ ΓΥΝΑΙΚΩΝ (1205, 136, 1497, 153)
divider (390, 309, 1131, 310)
bomb-sub-2: ΙΑΠΩΝΙΚΗ ΔΙΑΜΑΡΤΥΡΙΑ (690, 401, 831, 414)
bomb-text-7: Ὁ νομπελίστας χημικός, ὁ τιμηθείς διά τοῦ βραβείου Νόμπελ κατά τό 1954, δρ Λάινους Πώλινγκ, προσέθεσεν ὅτι ἡ ραδιενέργεια ἐκ τῆς βόμβας τῶν 50 μεγατόννων δυνατόν ἐπί χίλια καί πλέον ἔτη νά προκαλῆ παθήσεις εἰς τούς ἀνθρώπους. Αἱ κυβερνήσεις ὅλων τῶν ἠπείρων λαμβάνουν μέτρα πρός ἀντιμετώπισιν τοῦ κινδύνου. (890, 471, 1131, 579)
arms-sub-3: ΑΙ ΒΑΣΕΙΣ (481, 1565, 539, 1578)
bomb-article (384, 0, 1137, 722)
neighbors-sub-5: ΕΚΚΛΗΣΙΣ ΤΗΣ ΑΥΣΤΡΙΑΣ (939, 848, 1082, 860)
spy-deck: Ἐλάμβανε χρήματα ὑποσχόμενος ψευδῶς, ὅτι θά ἔστελλε δέματα εἰς συγγενεῖς των οἱ ὁποῖοι διέμενον εἰς τό παραπέτασμα (16, 1304, 371, 1358)
neighbors-sub-2: ΕΙΣ ΤΗΝ ΑΥΣΤΡΑΛΙΑΝ (700, 758, 821, 770)
bomb-sub-5: ΔΙΑΔΗΛΩΣΕΙΣ ΕΙΣ ΛΟΝΔΙΝΟΝ (928, 456, 1094, 468)
neighbors-text-4: Αἱ γειτονικαί πρός τήν Σοβιετικήν Ἕνωσιν χῶραι λαμβάνουν προφυλακτικά μέτρα διά τήν προστασίαν τοῦ πληθυσμοῦ των ἀπό τήν ραδιενεργόν ἀκτινοβολίαν, ἐν ὄψει τῆς ἐκρήξεως τῆς βόμβας τῶν 50 μεγατόννων. (640, 864, 881, 931)
neighbors-sub-1: ΕΙΣ ΤΗΝ ΕΥΡΩΠΗΝ (457, 845, 564, 858)
clergy-text-4: Αἱ θρησκευτικαί ὀργανώσεις τῆς Ἀμερικῆς ζητοῦν τήν ἐξυγίανσιν τοῦ κλήρου, μετά τάς ἀποκαλύψεις διά πράξεις ἱερωμένων, αἱ ὁποῖαι ἐπροκάλεσαν τήν γενικήν ἀγανάκτησιν. Ἡ δικαιοσύνη ἐπελήφθη τῆς ὑποθέσεως. (1356, 272, 1556, 367)
bardot-text-5: Πολλοί ἀναρωτοῦνται τί θά γίνη ἡ Μπριτζίτ Μπαρντό μετά τά τελευταῖα σκάνδαλα, τά ὁποῖα ἀπησχόλησαν τήν κοινήν γνώμην. Ἡ διάσημος ἠθοποιός παραμένει τό τρομαγμένο ἀγρίμι τῆς Γαλλίας. (1356, 1084, 1556, 1164)
bomb-text-8: Ὁ νομπελίστας χημικός, ὁ τιμηθείς διά τοῦ βραβείου Νόμπελ κατά τό 1954, δρ Λάινους Πώλινγκ, προσέθεσεν ὅτι ἡ ραδιενέργεια ἐκ τῆς βόμβας τῶν 50 μεγατόννων δυνατόν ἐπί χίλια καί πλέον ἔτη νά προκαλῆ παθήσεις εἰς τούς ἀνθρώπους. Αἱ κυβερνήσεις ὅλων τῶν ἠπείρων λαμβάνουν μέτρα πρός ἀντιμετώπισιν τοῦ κινδύνου. (890, 604, 1131, 712)
bomb-headline-1: Ἡ ραδιενέργεια ἐκ βόμβας 50 μεγατόννων (480, 27, 1041, 114)
bomb-text-5: Ὁ νομπελίστας χημικός, ὁ τιμηθείς διά τοῦ βραβείου Νόμπελ κατά τό 1954, δρ Λάινους Πώλινγκ, προσέθεσεν ὅτι ἡ ραδιενέργεια ἐκ τῆς βόμβας τῶν 50 μεγατόννων δυνατόν ἐπί χίλια καί πλέον ἔτη νά προκαλῆ παθήσεις εἰς τούς ἀνθρώπους. Αἱ κυβερνήσεις ὅλων τῶν ἠπείρων λαμβάνουν μέτρα πρός ἀντιμετώπισιν τοῦ κινδύνου. (640, 549, 881, 657)
bardot-kicker: Μετά τά ἀλλεπάλληλα σκάνδαλα της (1210, 769, 1493, 788)
bardot-text-4: Πολλοί ἀναρωτοῦνται τί θά γίνη ἡ Μπριτζίτ Μπαρντό μετά τά τελευταῖα σκάνδαλα, τά ὁποῖα ἀπησχόλησαν τήν κοινήν γνώμην. Ἡ διάσημος ἠθοποιός παραμένει τό τρομαγμένο ἀγρίμι τῆς Γαλλίας. (1356, 999, 1556, 1079)
clergy-sub-2: Ο ΑΝΤΙΚΥΠΟΣ (1416, 256, 1496, 269)
left-column (8, 0, 382, 2357)
clergy-sub-1: ΠΟΥ ΔΙΚΑΙΟΛΟΓΕΙΤΑΙ (1186, 368, 1307, 381)
mao-kicker: Μία μορφή μέ θυελλώδη σταδιοδρομίαν (44, 8, 344, 25)
heli-sub: ΟΙ ΑΜΕΡΙΚΑΝΟΙ ΛΟΧΙΑΙ (1390, 457, 1523, 469)
nasser-dateline: ΚΑΪΡΟΝ, 21. (Ρώυτερ).— (25, 897, 173, 909)
arms-text-3: Οἱ στρατιωτικοί παράγοντες τῶν Ἡνωμένων Πολιτειῶν δέν ἐπιθυμοῦν τήν κατασκευήν ὑπερβόμβας τῶν 50 μεγατόννων, διότι, ὅπως λέγουν, αὕτη εἶναι δύσχρηστος. Αἱ Ἡνωμέναι Πολιτεῖαι διαθέτουν πολλάς χιλιάδας πυρηνικῶν ὅπλων καί ὑπερτεροῦν τῆς Σοβιετικῆς Ἑνώσεως. (390, 1463, 631, 1557)
nasser-headline: ΠΡΟΣ ΕΠΙΣΠΕΥΣΙΝ ΤΟΥ ΕΚΣΟΣΙΑΛΙΣΜΟΥ Ο ΝΑΣΣΕΡ ΦΥΛΑΚΙΖΕΙ ΤΟΥΣ ΠΛΟΥΣΙΟΥΣ ΚΑΙ ΕΠΙΒΑΛΛΕΙ ΚΑΤΑΣΧΕΣΙΝ ΠΕΡΙΟΥΣΙΩΝ (22, 850, 367, 895)
clergy-kicker: Ἐξηγέρθησαν πολλαί ὀργανώσεις (1225, 8, 1478, 25)
center-column (384, 0, 1139, 2357)
arms-dateline: ΟΥΑΣΙΓΚΤΩΝ, 21. (Ἀσσ. Πρές).— (402, 1213, 610, 1226)
